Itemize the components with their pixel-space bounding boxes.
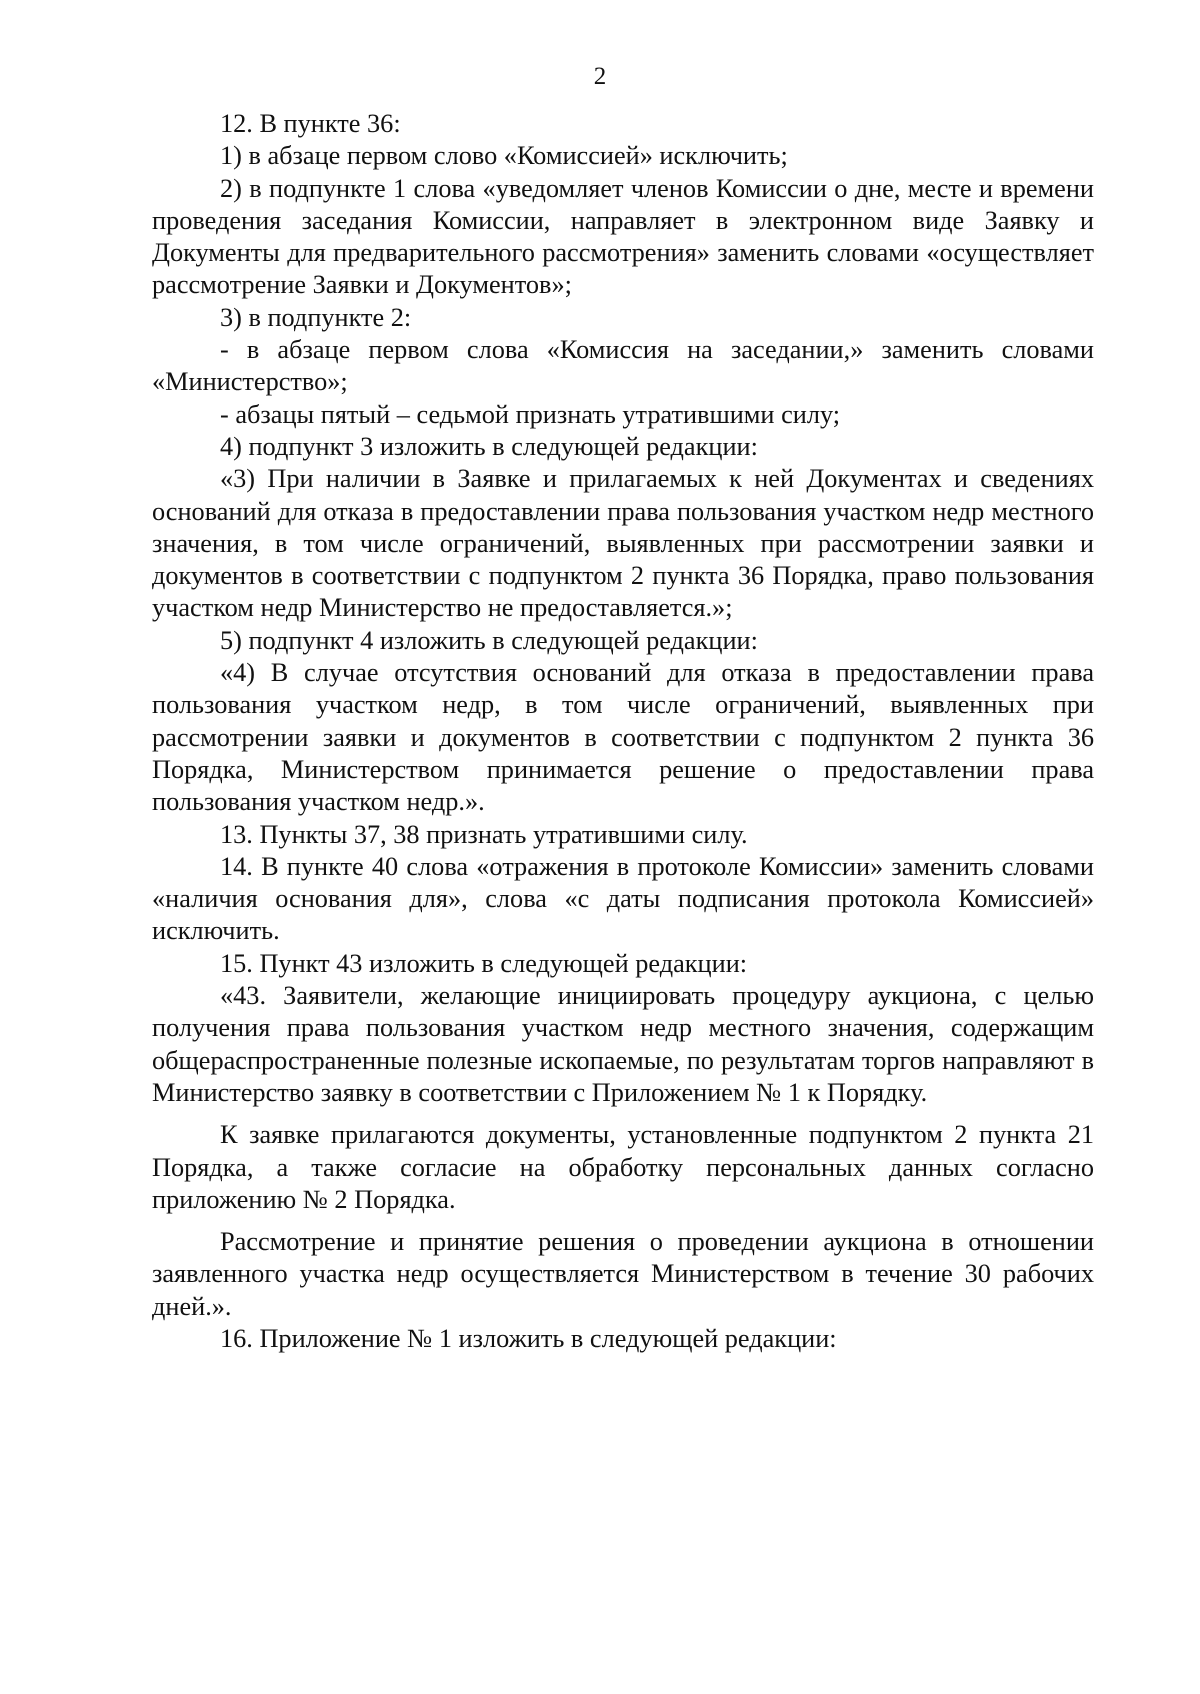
paragraph-subitem-1: 1) в абзаце первом слово «Комиссией» исключить; [220,141,788,171]
paragraph-item-15: 15. Пункт 43 изложить в следующей редакции: [220,948,748,978]
paragraph-quote-item-43: «43. Заявители, желающие инициировать процедуру аукциона, с целью получения права пользования участком недр местного значения, содержащим общераспространенные полезные ископаемые, по результатам торгов направляют в Министерство заявку в соответствии с Приложением № 1 к Порядку. [152,981,1094,1107]
paragraph-quote-subitem-3: «3) При наличии в Заявке и прилагаемых к ней Документах и сведениях оснований для отказа в предоставлении права пользования участком недр местного значения, в том числе ограничений, выявленных при рассмотрении заявки и документов в соответствии с подпунктом 2 пункта 36 Порядка, право пользования участком недр Министерство не предоставляется.»; [152,464,1094,623]
paragraph-quote-subitem-4: «4) В случае отсутствия оснований для отказа в предоставлении права пользования участком недр, в том числе ограничений, выявленных при рассмотрении заявки и документов в соответствии с подпунктом 2 пункта 36 Порядка, Министерством принимается решение о предоставлении права пользования участком недр.». [152,658,1094,817]
paragraph-item-13: 13. Пункты 37, 38 признать утратившими силу. [220,819,748,849]
paragraph-subitem-3: 3) в подпункте 2: [220,302,412,332]
document-body [152,108,1094,1355]
paragraph-subitem-3-dash-2: - абзацы пятый – седьмой признать утратившими силу; [220,399,841,429]
paragraph-item-16: 16. Приложение № 1 изложить в следующей редакции: [220,1323,837,1353]
paragraph-item-14: 14. В пункте 40 слова «отражения в протоколе Комиссии» заменить словами «наличия основания для», слова «с даты подписания протокола Комиссией» исключить. [152,851,1094,946]
paragraph-item-12: 12. В пункте 36: [220,109,401,138]
paragraph-subitem-2: 2) в подпункте 1 слова «уведомляет членов Комиссии о дне, месте и времени проведения заседания Комиссии, направляет в электронном виде Заявку и Документы для предварительного рассмотрения» заменить словами «осуществляет рассмотрение Заявки и Документов»; [152,173,1094,300]
paragraph-subitem-5: 5) подпункт 4 изложить в следующей редакции: [220,625,758,655]
paragraph-item-43-attachments: К заявке прилагаются документы, установленные подпунктом 2 пункта 21 Порядка, а также согласие на обработку персональных данных согласно приложению № 2 Порядка. [152,1120,1094,1214]
paragraph-subitem-3-dash-1: - в абзаце первом слова «Комиссия на заседании,» заменить словами «Министерство»; [152,335,1094,397]
page-number: 2 [593,63,607,90]
paragraph-item-43-review: Рассмотрение и принятие решения о проведении аукциона в отношении заявленного участка недр осуществляется Министерством в течение 30 рабочих дней.». [152,1227,1094,1321]
paragraph-subitem-4: 4) подпункт 3 изложить в следующей редакции: [220,431,758,461]
